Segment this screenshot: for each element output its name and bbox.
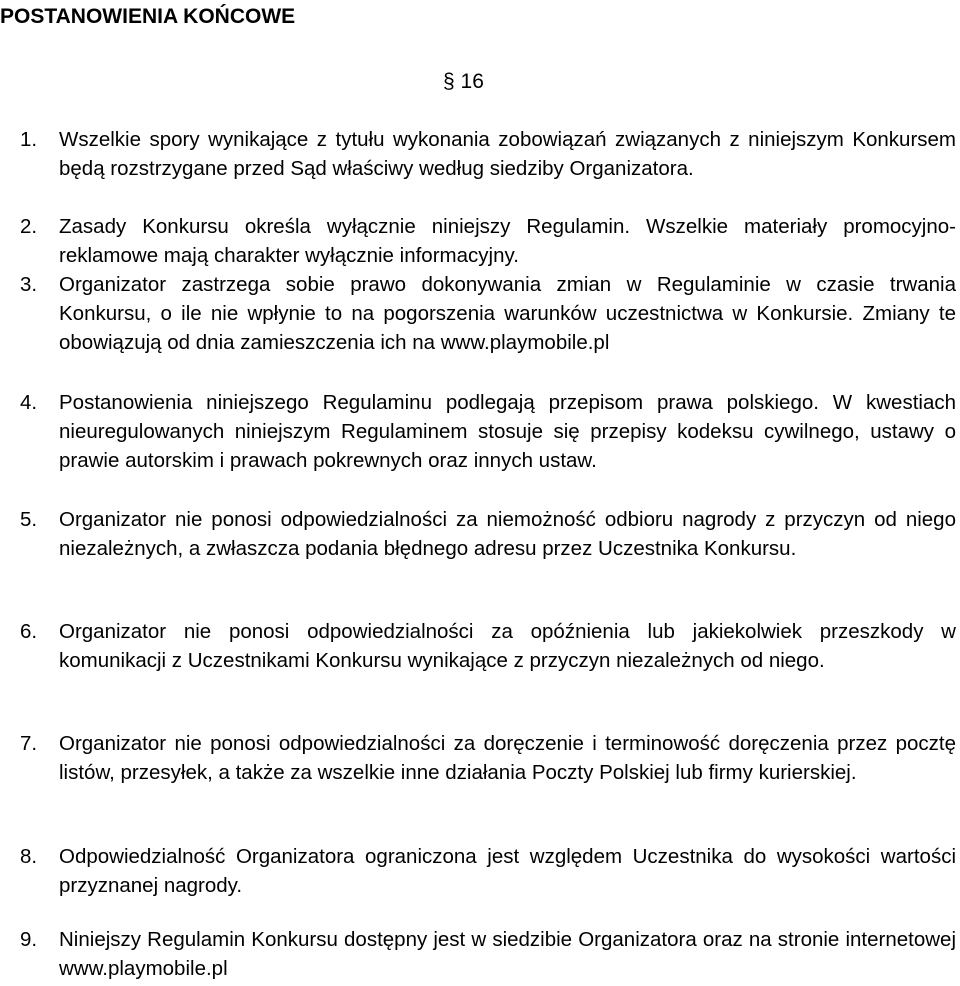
list-item — [20, 925, 956, 983]
list-item-text: Zasady Konkursu określa wyłącznie niniejszy Regulamin. Wszelkie materiały promocyjno-reklamowe mają charakter wyłącznie informacyjny. — [59, 215, 956, 268]
list-item-number: 8. — [20, 845, 38, 868]
list-item — [20, 617, 956, 675]
list-item-number: 2. — [20, 215, 38, 238]
list-item-number: 9. — [20, 928, 38, 951]
list-item — [20, 212, 956, 270]
list-item-text: Niniejszy Regulamin Konkursu dostępny jest w siedzibie Organizatora oraz na stronie internetowej www.playmobile.pl — [59, 928, 956, 981]
list-item — [20, 270, 956, 358]
list-item-text: Postanowienia niniejszego Regulaminu podlegają przepisom prawa polskiego. W kwestiach nieuregulowanych niniejszym Regulaminem stosuje się przepisy kodeksu cywilnego, ustawy o prawie autorskim i prawach pokrewnych oraz innych ustaw. — [59, 391, 956, 473]
list-item-number: 1. — [20, 128, 38, 151]
list-item-text: Wszelkie spory wynikające z tytułu wykonania zobowiązań związanych z niniejszym Konkursem będą rozstrzygane przed Sąd właściwy według siedziby Organizatora. — [59, 128, 956, 181]
list-item-number: 4. — [20, 391, 38, 414]
list-item-text: Organizator nie ponosi odpowiedzialności za opóźnienia lub jakiekolwiek przeszkody w komunikacji z Uczestnikami Konkursu wynikające z przyczyn niezależnych od niego. — [59, 620, 956, 673]
list-item — [20, 388, 956, 476]
list-item — [20, 505, 956, 563]
list-item — [20, 842, 956, 900]
list-item — [20, 125, 956, 183]
list-item-text: Organizator nie ponosi odpowiedzialności za niemożność odbioru nagrody z przyczyn od niego niezależnych, a zwłaszcza podania błędnego adresu przez Uczestnika Konkursu. — [59, 508, 956, 561]
list-item-number: 7. — [20, 732, 38, 755]
list-item-number: 6. — [20, 620, 38, 643]
list-item-text: Organizator zastrzega sobie prawo dokonywania zmian w Regulaminie w czasie trwania Konkursu, o ile nie wpłynie to na pogorszenia warunków uczestnictwa w Konkursie. Zmiany te obowiązują od dnia zamieszczenia ich na www.playmobile.pl — [59, 273, 956, 355]
list-item — [20, 729, 956, 787]
section-number: § 16 — [443, 70, 484, 93]
list-item-number: 5. — [20, 508, 38, 531]
list-item-number: 3. — [20, 273, 38, 296]
list-item-text: Odpowiedzialność Organizatora ograniczona jest względem Uczestnika do wysokości wartości przyznanej nagrody. — [59, 845, 956, 898]
list-item-text: Organizator nie ponosi odpowiedzialności za doręczenie i terminowość doręczenia przez pocztę listów, przesyłek, a także za wszelkie inne działania Poczty Polskiej lub firmy kurierskiej. — [59, 732, 956, 785]
document-title: POSTANOWIENIA KOŃCOWE — [0, 5, 296, 28]
